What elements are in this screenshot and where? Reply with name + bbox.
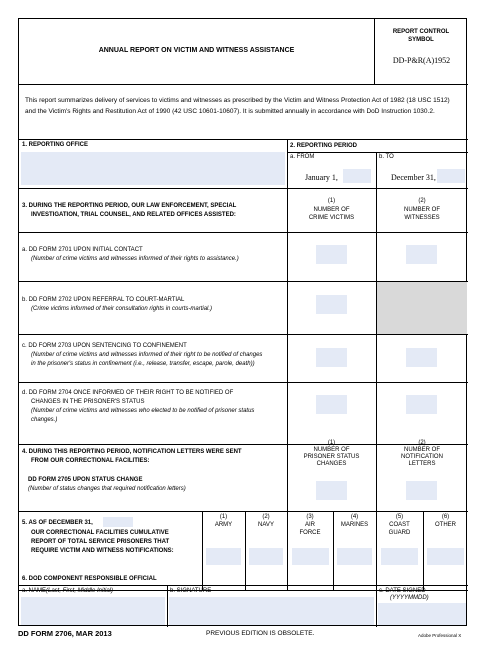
footer-software: Adobe Professional X <box>418 633 462 638</box>
s3b-title: b. DD FORM 2702 UPON REFERRAL TO COURT-MARTIAL <box>22 297 185 303</box>
s3d-title-line2: CHANGES IN THE PRISONER'S STATUS <box>31 399 145 405</box>
dd-form-2706 <box>18 18 467 626</box>
s3a-witnesses-field[interactable] <box>406 245 437 264</box>
intro-rule <box>19 139 468 140</box>
s6-date-hint: (YYYYMMDD) <box>390 595 429 601</box>
s6-signature-label: b. SIGNATURE <box>170 588 212 594</box>
footer-obsolete-note: PREVIOUS EDITION IS OBSOLETE. <box>206 630 315 637</box>
s4-col1-line2: PRISONER STATUS <box>303 454 360 460</box>
s5-airforce-field[interactable] <box>292 548 329 565</box>
s6-signature-field[interactable] <box>169 597 374 625</box>
header-divider <box>374 19 375 84</box>
s4-rule <box>19 511 468 512</box>
s3b-witnesses-shaded-cell <box>377 282 467 334</box>
report-control-symbol: DD-P&R(A)1952 <box>392 56 451 65</box>
s5-other-label: OTHER <box>435 522 456 528</box>
s5-army-num: (1) <box>219 514 228 520</box>
s6-divider-1 <box>167 585 168 627</box>
intro-text: This report summarizes delivery of services to victims and witnesses as prescribed by the Victim and Witness Protection Act of 1982 (18 USC 1512) and the Victim's Rights and Restitution Act of 1990 (42 USC 10601-10607). It is submitted annually in accordance with DoD Instruction 1030.2. <box>25 97 450 115</box>
period-from-label: a. FROM <box>290 154 315 160</box>
s4-col1-num: (1) <box>327 440 336 446</box>
footer-form-id: DD FORM 2706, MAR 2013 <box>18 629 112 638</box>
s5-coastguard-field[interactable] <box>381 548 418 565</box>
s3-col2-line1: NUMBER OF <box>404 207 440 213</box>
section5-heading-line3: REPORT OF TOTAL SERVICE PRISONERS THAT <box>31 539 170 545</box>
s5-other-field[interactable] <box>427 548 464 565</box>
section5-heading-line1: 5. AS OF DECEMBER 31, <box>22 520 93 526</box>
s3-rule-head <box>19 232 468 233</box>
s3-rule-c <box>19 382 468 383</box>
s3-col2-line2: WITNESSES <box>404 215 440 221</box>
s4-status-changes-field[interactable] <box>316 481 347 500</box>
s4-notification-letters-field[interactable] <box>406 481 437 500</box>
s3c-victims-field[interactable] <box>316 348 347 367</box>
s3b-victims-field[interactable] <box>316 295 347 314</box>
s3d-witnesses-field[interactable] <box>406 395 437 414</box>
section4-subtitle: DD FORM 2705 UPON STATUS CHANGE <box>28 477 143 483</box>
s3-col2-num: (2) <box>418 198 426 204</box>
s3b-note: (Crime victims informed of their consultation rights in courts-martial.) <box>31 306 213 312</box>
period-from-value: January 1, <box>305 173 338 182</box>
s5-coastguard-num: (5) <box>395 514 404 520</box>
period-to-year-field[interactable] <box>437 169 465 183</box>
reporting-period-label: 2. REPORTING PERIOD <box>290 143 358 149</box>
s5-airforce-label-2: FORCE <box>299 530 321 536</box>
section3-heading-line1: 3. DURING THE REPORTING PERIOD, OUR LAW ENFORCEMENT, SPECIAL <box>22 203 237 209</box>
s5-navy-label: NAVY <box>258 522 274 528</box>
report-control-label: REPORT CONTROL SYMBOL <box>392 29 450 43</box>
s5-airforce-num: (3) <box>306 514 314 520</box>
s6-rule <box>19 585 468 586</box>
section3-col-divider-1 <box>287 188 288 444</box>
s5-navy-field[interactable] <box>249 548 283 565</box>
s6-name-field[interactable] <box>21 597 165 625</box>
s6-date-field[interactable] <box>378 603 466 625</box>
s4-col1-line3: CHANGES <box>316 461 347 467</box>
section4-subnote: (Number of status changes that required notification letters) <box>28 486 186 492</box>
section4-heading-line1: 4. DURING THIS REPORTING PERIOD, NOTIFICATION LETTERS WERE SENT <box>22 449 242 455</box>
s3-rule-b <box>19 334 468 335</box>
period-to-label: b. TO <box>379 154 394 160</box>
s3-col1-num: (1) <box>327 198 336 204</box>
s4-col2-line2: NOTIFICATION <box>401 454 443 460</box>
s4-col2-line3: LETTERS <box>408 461 436 467</box>
s4-col2-num: (2) <box>418 440 426 446</box>
s5-navy-num: (2) <box>262 514 270 520</box>
s3c-note-line1: (Number of crime victims and witnesses informed of their right to be notified of changes <box>31 352 263 358</box>
s3d-victims-field[interactable] <box>316 395 347 414</box>
period-divider <box>376 152 377 188</box>
period-to-value: December 31, <box>391 173 436 182</box>
period-rule <box>287 152 468 153</box>
s3d-note-line2: changes.) <box>31 417 58 423</box>
section6-label: 6. DOD COMPONENT RESPONSIBLE OFFICIAL <box>22 576 157 582</box>
s3a-title: a. DD FORM 2701 UPON INITIAL CONTACT <box>22 247 143 253</box>
s3a-victims-field[interactable] <box>316 245 347 264</box>
s3-col1-line1: NUMBER OF <box>313 207 350 213</box>
s6-name-hint: (Last, First, Middle Initial) <box>46 588 114 594</box>
period-from-year-field[interactable] <box>343 169 371 183</box>
reporting-office-field[interactable] <box>21 152 285 185</box>
s6-divider-2 <box>376 585 377 627</box>
s5-coastguard-label-1: COAST <box>389 522 410 528</box>
s5-marines-num: (4) <box>350 514 359 520</box>
reporting-office-label: 1. REPORTING OFFICE <box>22 142 89 148</box>
form-title: ANNUAL REPORT ON VICTIM AND WITNESS ASSISTANCE <box>98 47 295 54</box>
s3d-title-line1: d. DD FORM 2704 ONCE INFORMED OF THEIR RIGHT TO BE NOTIFIED OF <box>22 390 234 396</box>
section4-heading-line2: FROM OUR CORRECTIONAL FACILITIES: <box>31 458 150 464</box>
s5-airforce-label-1: AIR <box>304 522 315 528</box>
s5-marines-field[interactable] <box>337 548 372 565</box>
s5-army-label: ARMY <box>214 522 233 528</box>
s5-coastguard-label-2: GUARD <box>388 530 411 536</box>
s6-date-label: c. DATE SIGNED <box>379 588 426 594</box>
section5-heading-line2: OUR CORRECTIONAL FACILITIES CUMULATIVE <box>31 530 169 536</box>
s5-army-field[interactable] <box>206 548 241 565</box>
s3c-title: c. DD FORM 2703 UPON SENTENCING TO CONFINEMENT <box>22 343 187 349</box>
s5-other-num: (6) <box>441 514 450 520</box>
section3-heading-line2: INVESTIGATION, TRIAL COUNSEL, AND RELATED OFFICES ASSISTED: <box>31 212 236 218</box>
header-rule <box>19 84 468 85</box>
s3d-note-line1: (Number of crime victims and witnesses who elected to be notified of prisoner status <box>31 408 255 414</box>
s5-marines-label: MARINES <box>340 522 369 528</box>
section1-divider <box>287 139 288 188</box>
s3c-witnesses-field[interactable] <box>406 348 437 367</box>
s4-col1-line1: NUMBER OF <box>313 447 350 453</box>
s6-name-label: a. NAME <box>22 588 47 594</box>
section5-heading-line4: REQUIRE VICTIM AND WITNESS NOTIFICATIONS: <box>31 548 174 554</box>
section2-rule <box>19 188 468 189</box>
s5-year-field[interactable] <box>103 517 133 527</box>
s3a-note: (Number of crime victims and witnesses informed of their rights to assistance.) <box>31 256 239 262</box>
s4-col2-line1: NUMBER OF <box>404 447 440 453</box>
s3-col1-line2: CRIME VICTIMS <box>308 215 355 221</box>
s3c-note-line2: in the prisoner's status in confinement (i.e., release, transfer, escape, parole, death)) <box>31 361 255 367</box>
